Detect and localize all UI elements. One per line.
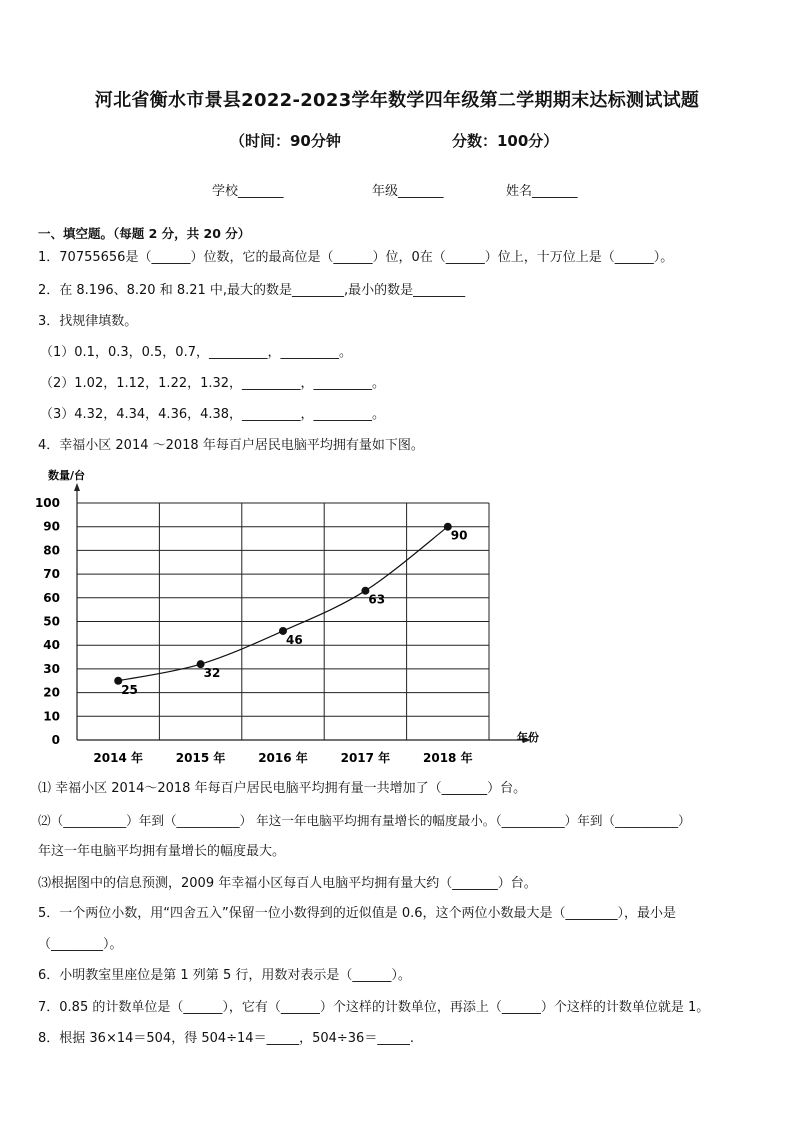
question-5-cont: （________）。 — [38, 937, 123, 952]
page-title: 河北省衡水市景县2022-2023学年数学四年级第二学期期末达标测试试题 — [94, 90, 700, 111]
y-tick-label: 50 — [43, 614, 60, 629]
x-tick-label: 2014 年 — [93, 751, 143, 765]
data-label: 90 — [450, 528, 468, 543]
question-8: 8．根据 36×14＝504，得 504÷14＝_____，504÷36＝_____. — [38, 1031, 414, 1046]
y-tick-label: 70 — [43, 567, 60, 582]
question-6: 6．小明教室里座位是第 1 列第 5 行，用数对表示是（______）。 — [38, 968, 411, 983]
question-4-3: ⑶根据图中的信息预测，2009 年幸福小区每百人电脑平均拥有量大约（_______）台。 — [38, 876, 537, 891]
data-label: 32 — [203, 666, 221, 681]
question-4-2-cont: 年这一年电脑平均拥有量增长的幅度最大。 — [38, 844, 286, 859]
question-3-1: （1）0.1，0.3，0.5，0.7，_________，_________。 — [40, 345, 352, 360]
y-tick-label: 10 — [43, 709, 60, 724]
y-tick-label: 60 — [43, 590, 60, 605]
y-tick-label: 80 — [43, 543, 60, 558]
y-tick-label: 30 — [43, 661, 60, 676]
question-1: 1．70755656是（______）位数，它的最高位是（______）位，0在（______）位上，十万位上是（______）。 — [38, 250, 674, 265]
question-5: 5．一个两位小数，用“四舍五入”保留一位小数得到的近似值是 0.6，这个两位小数最大是（________），最小是 — [38, 906, 677, 921]
question-3-2: （2）1.02，1.12，1.22，1.32，_________，_________。 — [40, 376, 386, 391]
data-label: 46 — [286, 632, 303, 647]
grade-field: 年级_______ — [372, 184, 444, 199]
school-field: 学校_______ — [212, 184, 284, 199]
x-tick-label: 2016 年 — [258, 751, 308, 765]
line-chart — [30, 460, 550, 780]
exam-score: 分数：100分） — [452, 132, 559, 150]
question-3: 3．找规律填数。 — [38, 314, 138, 329]
question-2: 2．在 8.196、8.20 和 8.21 中,最大的数是________,最小的数是________ — [38, 283, 466, 298]
y-tick-label: 20 — [43, 685, 60, 700]
x-tick-label: 2018 年 — [423, 751, 473, 765]
y-axis-label: 数量/台 — [48, 469, 86, 482]
x-axis-label: 年份 — [517, 731, 539, 744]
y-tick-label: 100 — [34, 496, 60, 510]
name-field: 姓名_______ — [506, 184, 578, 199]
data-label: 25 — [121, 682, 138, 697]
question-4-2: ⑵（__________）年到（__________） 年这一年电脑平均拥有量增长的幅度最小。（__________）年到（__________） — [38, 813, 691, 828]
question-3-3: （3）4.32，4.34，4.36，4.38，_________，_________。 — [40, 407, 386, 422]
exam-time: （时间：90分钟 — [230, 132, 341, 150]
question-4-1: ⑴ 幸福小区 2014～2018 年每百户居民电脑平均拥有量一共增加了（_______）台。 — [38, 781, 527, 796]
y-tick-label: 90 — [43, 519, 60, 534]
section-heading: 一、填空题。（每题 2 分，共 20 分） — [38, 226, 251, 241]
question-7: 7．0.85 的计数单位是（______），它有（______）个这样的计数单位，再添上（______）个这样的计数单位就是 1。 — [38, 1000, 710, 1015]
x-tick-label: 2017 年 — [340, 751, 391, 765]
question-4: 4．幸福小区 2014 ～2018 年每百户居民电脑平均拥有量如下图。 — [38, 438, 424, 453]
series-line — [118, 527, 448, 681]
data-label: 63 — [368, 592, 386, 607]
x-tick-label: 2015 年 — [175, 751, 226, 765]
y-axis-arrow — [74, 483, 80, 491]
y-tick-label: 40 — [43, 638, 60, 653]
y-tick-label: 0 — [51, 733, 60, 747]
